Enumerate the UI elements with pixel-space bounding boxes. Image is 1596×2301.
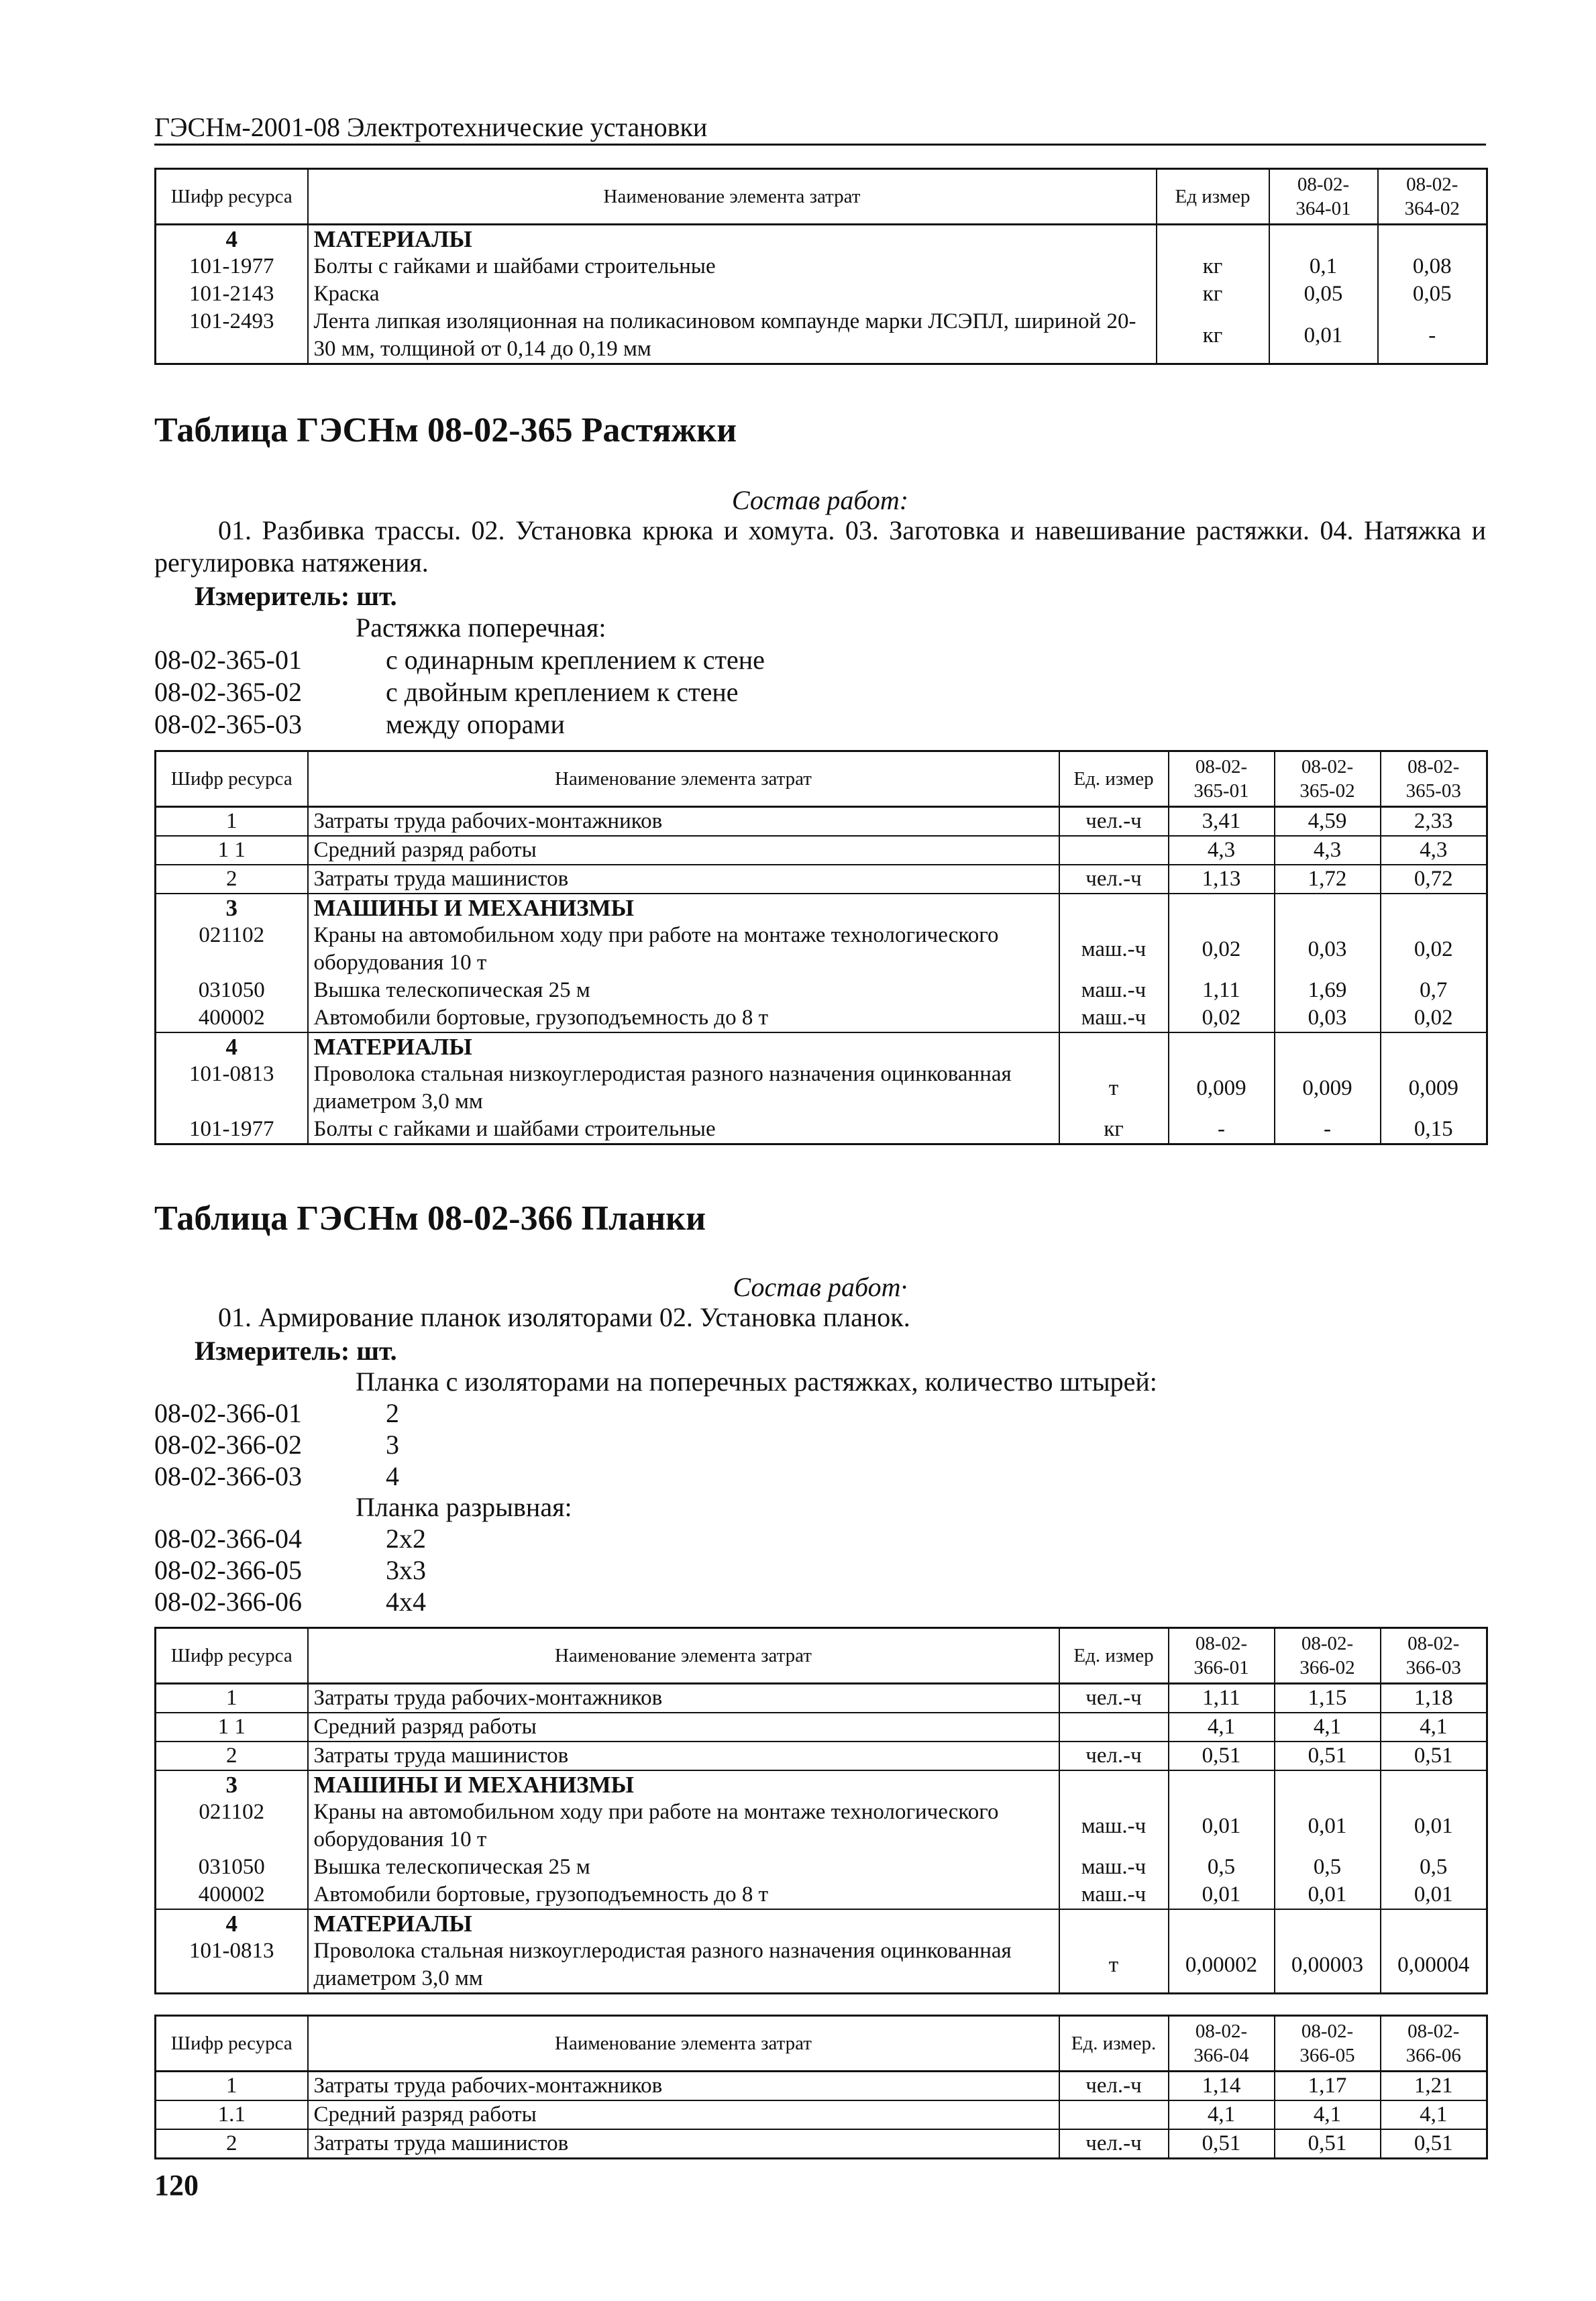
unit-cell: кг [1157, 280, 1269, 308]
cost-item-name: Затраты труда машинистов [308, 2129, 1059, 2159]
section-title-365: Таблица ГЭСНм 08-02-365 Растяжки [154, 411, 737, 449]
cost-item-name: Проволока стальная низкоуглеродистая разного назначения оцинкованная диаметром 3,0 мм [308, 1061, 1059, 1116]
col-header-code: Шифр ресурса [156, 2016, 308, 2072]
table-366-b [154, 2015, 1488, 2159]
cost-item-name: Краны на автомобильном ходу при работе на монтаже технологического оборудования 10 т [308, 922, 1059, 977]
value-cell: 0,01 [1169, 1881, 1275, 1909]
cost-item-name: Автомобили бортовые, грузоподъемность до 8 т [308, 1004, 1059, 1032]
section-heading: МАТЕРИАЛЫ [308, 1032, 1059, 1061]
value-cell: 1,72 [1275, 865, 1381, 894]
value-cell: 0,01 [1275, 1881, 1381, 1909]
value-cell: 3,41 [1169, 807, 1275, 837]
measure-unit-366 [195, 1335, 397, 1367]
item-code: 08-02-366-03 [154, 1461, 302, 1491]
measure-label: Измеритель: [195, 1336, 350, 1366]
empty-cell [1169, 1909, 1275, 1937]
resource-code: 400002 [156, 1004, 308, 1032]
value-cell: 0,51 [1169, 1742, 1275, 1770]
col-header-unit: Ед. измер [1059, 751, 1169, 807]
table-row [156, 894, 1487, 922]
unit-cell: маш.-ч [1059, 1881, 1169, 1909]
table-row [156, 1799, 1487, 1854]
resource-code: 1 [156, 807, 308, 837]
item-code: 08-02-366-01 [154, 1398, 302, 1428]
empty-cell [1059, 1770, 1169, 1799]
resource-code: 021102 [156, 1799, 308, 1854]
value-cell: 0,72 [1381, 865, 1487, 894]
cost-item-name: Лента липкая изоляционная на поликасиновом компаунде марки ЛСЭПЛ, шириной 20-30 мм, толщиной от 0,14 до 0,19 мм [308, 308, 1157, 364]
col-header-name: Наименование элемента затрат [308, 2016, 1059, 2072]
unit-cell: кг [1059, 1116, 1169, 1144]
unit-cell: т [1059, 1061, 1169, 1116]
table-365 [154, 750, 1488, 1145]
cost-item-name: Проволока стальная низкоуглеродистая разного назначения оцинкованная диаметром 3,0 мм [308, 1937, 1059, 1994]
item-code: 08-02-366-02 [154, 1430, 302, 1460]
resource-code: 1 1 [156, 1713, 308, 1742]
section-heading: МАШИНЫ И МЕХАНИЗМЫ [308, 1770, 1059, 1799]
resource-code: 2 [156, 2129, 308, 2159]
value-cell: 0,51 [1275, 2129, 1381, 2159]
cost-item-name: Затраты труда машинистов [308, 865, 1059, 894]
measure-value: шт. [356, 1336, 397, 1366]
empty-cell [1059, 1909, 1169, 1937]
unit-cell: чел.-ч [1059, 2072, 1169, 2101]
table-row [156, 2100, 1487, 2129]
work-composition-label-365: Состав работ: [731, 485, 909, 515]
value-cell: 0,01 [1169, 1799, 1275, 1854]
value-cell: 0,08 [1378, 253, 1487, 280]
value-cell: 0,009 [1275, 1061, 1381, 1116]
col-header-unit: Ед измер [1157, 169, 1269, 225]
value-cell: 0,00002 [1169, 1937, 1275, 1994]
table-row [156, 865, 1487, 894]
unit-cell: кг [1157, 253, 1269, 280]
empty-cell [1381, 1770, 1487, 1799]
resource-code: 4 [156, 1909, 308, 1937]
cost-item-name: Затраты труда машинистов [308, 1742, 1059, 1770]
table-row [156, 225, 1487, 254]
table-row [156, 836, 1487, 865]
col-header-value-2: 08-02- 365-02 [1275, 751, 1381, 807]
table-row [156, 1004, 1487, 1032]
value-cell: - [1378, 308, 1487, 364]
value-cell: 0,01 [1269, 308, 1378, 364]
resource-code: 3 [156, 1770, 308, 1799]
value-cell: 0,009 [1381, 1061, 1487, 1116]
cost-item-name: Средний разряд работы [308, 1713, 1059, 1742]
value-cell: 0,5 [1169, 1854, 1275, 1881]
table-row [156, 2072, 1487, 2101]
item-code: 08-02-366-04 [154, 1523, 302, 1554]
value-cell: 4,3 [1275, 836, 1381, 865]
work-composition-label-366: Состав работ· [733, 1272, 908, 1302]
value-cell: 1,17 [1275, 2072, 1381, 2101]
table-row [156, 1116, 1487, 1144]
group-label-366-b: Планка разрывная: [356, 1492, 572, 1522]
table-row [156, 2129, 1487, 2159]
item-text: между опорами [386, 709, 565, 739]
table-row [156, 1770, 1487, 1799]
col-header-value-1: 08-02- 366-04 [1169, 2016, 1275, 2072]
value-cell: 1,11 [1169, 977, 1275, 1004]
value-cell: 0,02 [1169, 922, 1275, 977]
measure-value: шт. [356, 581, 397, 611]
item-text: с двойным креплением к стене [386, 677, 739, 707]
unit-cell: чел.-ч [1059, 865, 1169, 894]
cost-item-name: Вышка телескопическая 25 м [308, 1854, 1059, 1881]
value-cell: 0,51 [1381, 1742, 1487, 1770]
table-header-row [156, 2016, 1487, 2072]
value-cell: - [1275, 1116, 1381, 1144]
value-cell: 0,15 [1381, 1116, 1487, 1144]
resource-code: 101-2143 [156, 280, 308, 308]
value-cell: 0,01 [1275, 1799, 1381, 1854]
empty-cell [1169, 1770, 1275, 1799]
cost-item-name: Краны на автомобильном ходу при работе на монтаже технологического оборудования 10 т [308, 1799, 1059, 1854]
empty-cell [1157, 225, 1269, 254]
col-header-code: Шифр ресурса [156, 751, 308, 807]
table-row [156, 1032, 1487, 1061]
resource-code: 101-1977 [156, 253, 308, 280]
resource-code: 3 [156, 894, 308, 922]
unit-cell: кг [1157, 308, 1269, 364]
value-cell: 0,009 [1169, 1061, 1275, 1116]
resource-code: 101-0813 [156, 1061, 308, 1116]
col-header-unit: Ед. измер [1059, 1628, 1169, 1684]
table-header-row [156, 1628, 1487, 1684]
value-cell: - [1169, 1116, 1275, 1144]
value-cell: 0,51 [1381, 2129, 1487, 2159]
running-head-rule [154, 144, 1486, 146]
col-header-code: Шифр ресурса [156, 1628, 308, 1684]
table-row [156, 1684, 1487, 1713]
resource-code: 4 [156, 1032, 308, 1061]
item-code: 08-02-365-02 [154, 677, 302, 707]
col-header-code: Шифр ресурса [156, 169, 308, 225]
unit-cell [1059, 1713, 1169, 1742]
table-row [156, 1854, 1487, 1881]
resource-code: 101-0813 [156, 1937, 308, 1994]
col-header-value-2: 08-02- 366-05 [1275, 2016, 1381, 2072]
unit-cell: маш.-ч [1059, 922, 1169, 977]
work-description-366: 01. Армирование планок изоляторами 02. Установка планок. [218, 1302, 910, 1332]
resource-code: 2 [156, 1742, 308, 1770]
empty-cell [1378, 225, 1487, 254]
value-cell: 0,00004 [1381, 1937, 1487, 1994]
resource-code: 101-1977 [156, 1116, 308, 1144]
item-text: 2 [386, 1398, 399, 1428]
section-heading: МАТЕРИАЛЫ [308, 225, 1157, 254]
value-cell: 0,05 [1269, 280, 1378, 308]
resource-code: 031050 [156, 1854, 308, 1881]
resource-code: 021102 [156, 922, 308, 977]
value-cell: 4,59 [1275, 807, 1381, 837]
col-header-name: Наименование элемента затрат [308, 751, 1059, 807]
cost-item-name: Краска [308, 280, 1157, 308]
value-cell: 0,03 [1275, 922, 1381, 977]
value-cell: 1,18 [1381, 1684, 1487, 1713]
section-title-366: Таблица ГЭСНм 08-02-366 Планки [154, 1199, 706, 1238]
value-cell: 4,3 [1381, 836, 1487, 865]
cost-item-name: Средний разряд работы [308, 2100, 1059, 2129]
resource-code: 1 1 [156, 836, 308, 865]
item-code: 08-02-366-06 [154, 1587, 302, 1617]
running-head: ГЭСНм-2001-08 Электротехнические установки [154, 112, 708, 142]
table-row [156, 1061, 1487, 1116]
unit-cell [1059, 836, 1169, 865]
empty-cell [1275, 1770, 1381, 1799]
cost-item-name: Затраты труда рабочих-монтажников [308, 1684, 1059, 1713]
cost-item-name: Автомобили бортовые, грузоподъемность до 8 т [308, 1881, 1059, 1909]
table-row [156, 977, 1487, 1004]
table-row [156, 253, 1487, 280]
resource-code: 1 [156, 2072, 308, 2101]
empty-cell [1275, 1909, 1381, 1937]
item-code: 08-02-366-05 [154, 1555, 302, 1585]
item-text: 4 [386, 1461, 399, 1491]
value-cell: 0,51 [1169, 2129, 1275, 2159]
value-cell: 4,1 [1381, 1713, 1487, 1742]
table-header-row [156, 169, 1487, 225]
col-header-unit: Ед. измер. [1059, 2016, 1169, 2072]
empty-cell [1059, 1032, 1169, 1061]
unit-cell: маш.-ч [1059, 977, 1169, 1004]
empty-cell [1169, 894, 1275, 922]
cost-item-name: Болты с гайками и шайбами строительные [308, 1116, 1059, 1144]
col-header-value-1: 08-02- 364-01 [1269, 169, 1378, 225]
table-row [156, 922, 1487, 977]
col-header-value-2: 08-02- 364-02 [1378, 169, 1487, 225]
col-header-value-2: 08-02- 366-02 [1275, 1628, 1381, 1684]
resource-code: 031050 [156, 977, 308, 1004]
page-number: 120 [154, 2169, 199, 2202]
cost-item-name: Затраты труда рабочих-монтажников [308, 2072, 1059, 2101]
item-code: 08-02-365-01 [154, 645, 302, 675]
value-cell: 0,02 [1381, 922, 1487, 977]
resource-code: 101-2493 [156, 308, 308, 364]
table-row [156, 1881, 1487, 1909]
cost-item-name: Болты с гайками и шайбами строительные [308, 253, 1157, 280]
col-header-value-3: 08-02- 365-03 [1381, 751, 1487, 807]
empty-cell [1381, 1032, 1487, 1061]
value-cell: 0,02 [1381, 1004, 1487, 1032]
col-header-value-3: 08-02- 366-03 [1381, 1628, 1487, 1684]
unit-cell: чел.-ч [1059, 2129, 1169, 2159]
cost-item-name: Вышка телескопическая 25 м [308, 977, 1059, 1004]
value-cell: 4,1 [1169, 1713, 1275, 1742]
group-label-365: Растяжка поперечная: [356, 612, 606, 643]
unit-cell: т [1059, 1937, 1169, 1994]
col-header-value-1: 08-02- 365-01 [1169, 751, 1275, 807]
empty-cell [1275, 1032, 1381, 1061]
unit-cell: чел.-ч [1059, 807, 1169, 837]
value-cell: 0,03 [1275, 1004, 1381, 1032]
item-text: 2х2 [386, 1523, 426, 1554]
cost-item-name: Затраты труда рабочих-монтажников [308, 807, 1059, 837]
empty-cell [1269, 225, 1378, 254]
table-row [156, 1909, 1487, 1937]
item-text: 3х3 [386, 1555, 426, 1585]
value-cell: 0,1 [1269, 253, 1378, 280]
resource-code: 400002 [156, 1881, 308, 1909]
item-code: 08-02-365-03 [154, 709, 302, 739]
value-cell: 4,1 [1275, 1713, 1381, 1742]
table-row [156, 1713, 1487, 1742]
value-cell: 1,21 [1381, 2072, 1487, 2101]
empty-cell [1169, 1032, 1275, 1061]
unit-cell: маш.-ч [1059, 1799, 1169, 1854]
item-text: с одинарным креплением к стене [386, 645, 765, 675]
unit-cell: чел.-ч [1059, 1742, 1169, 1770]
work-description-365: 01. Разбивка трассы. 02. Установка крюка и хомута. 03. Заготовка и навешивание растяжки. 04. Натяжка и регулировка натяжения. [154, 515, 1486, 578]
col-header-value-3: 08-02- 366-06 [1381, 2016, 1487, 2072]
unit-cell: маш.-ч [1059, 1854, 1169, 1881]
value-cell: 0,51 [1275, 1742, 1381, 1770]
item-text: 3 [386, 1430, 399, 1460]
table-row [156, 280, 1487, 308]
resource-code: 2 [156, 865, 308, 894]
group-label-366-a: Планка с изоляторами на поперечных растяжках, количество штырей: [356, 1367, 1157, 1397]
col-header-name: Наименование элемента затрат [308, 169, 1157, 225]
value-cell: 0,5 [1381, 1854, 1487, 1881]
value-cell: 4,3 [1169, 836, 1275, 865]
value-cell: 0,7 [1381, 977, 1487, 1004]
value-cell: 1,11 [1169, 1684, 1275, 1713]
col-header-name: Наименование элемента затрат [308, 1628, 1059, 1684]
value-cell: 0,01 [1381, 1799, 1487, 1854]
unit-cell: чел.-ч [1059, 1684, 1169, 1713]
table-366-a [154, 1627, 1488, 1994]
col-header-value-1: 08-02- 366-01 [1169, 1628, 1275, 1684]
empty-cell [1275, 894, 1381, 922]
value-cell: 0,00003 [1275, 1937, 1381, 1994]
table-row [156, 1937, 1487, 1994]
empty-cell [1381, 894, 1487, 922]
value-cell: 2,33 [1381, 807, 1487, 837]
resource-code: 1 [156, 1684, 308, 1713]
value-cell: 1,14 [1169, 2072, 1275, 2101]
table-row [156, 308, 1487, 364]
resource-code: 1.1 [156, 2100, 308, 2129]
value-cell: 1,69 [1275, 977, 1381, 1004]
section-heading: МАТЕРИАЛЫ [308, 1909, 1059, 1937]
measure-unit-365 [195, 580, 397, 612]
empty-cell [1059, 894, 1169, 922]
measure-label: Измеритель: [195, 581, 350, 611]
value-cell: 0,01 [1381, 1881, 1487, 1909]
resource-code: 4 [156, 225, 308, 254]
value-cell: 1,15 [1275, 1684, 1381, 1713]
unit-cell [1059, 2100, 1169, 2129]
cost-item-name: Средний разряд работы [308, 836, 1059, 865]
section-heading: МАШИНЫ И МЕХАНИЗМЫ [308, 894, 1059, 922]
value-cell: 0,02 [1169, 1004, 1275, 1032]
unit-cell: маш.-ч [1059, 1004, 1169, 1032]
table-header-row [156, 751, 1487, 807]
value-cell: 0,05 [1378, 280, 1487, 308]
table-row [156, 807, 1487, 837]
value-cell: 0,5 [1275, 1854, 1381, 1881]
table-row [156, 1742, 1487, 1770]
value-cell: 1,13 [1169, 865, 1275, 894]
empty-cell [1381, 1909, 1487, 1937]
value-cell: 4,1 [1381, 2100, 1487, 2129]
value-cell: 4,1 [1169, 2100, 1275, 2129]
table-364 [154, 168, 1488, 365]
value-cell: 4,1 [1275, 2100, 1381, 2129]
item-text: 4х4 [386, 1587, 426, 1617]
